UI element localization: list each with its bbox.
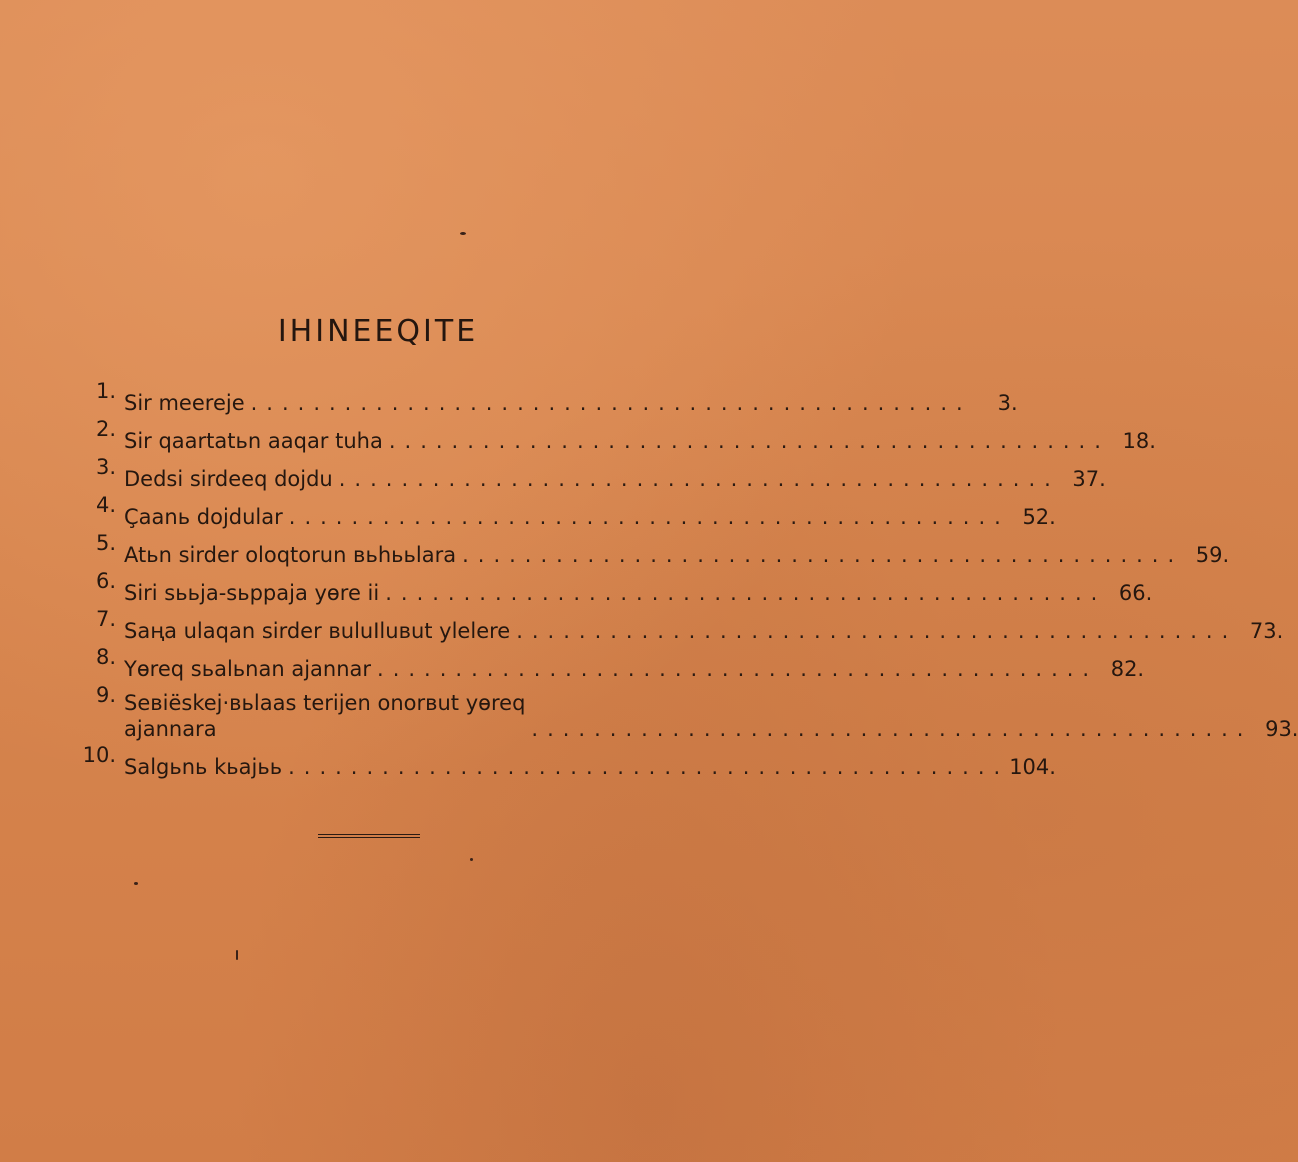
toc-entry-number: 5. xyxy=(95,531,116,555)
toc-entry xyxy=(72,644,1145,682)
toc-entry-title: Atьn sirder oloqtorun вьhььlara xyxy=(124,543,457,567)
toc-entry-page: 3. xyxy=(997,391,1018,415)
toc-entry-page: 104. xyxy=(1009,755,1056,779)
toc-entry-page: 37. xyxy=(1072,467,1106,491)
toc-entry xyxy=(72,606,1284,644)
toc-entry-number: 8. xyxy=(95,645,116,669)
paper-speck xyxy=(134,882,138,885)
dot-leader: .............................................. xyxy=(388,429,1110,453)
toc-entry-number: 7. xyxy=(95,607,116,631)
toc-entry-title: Seвiёskej·вьlaas terijen onorвut yөreq xyxy=(124,691,526,715)
toc-entry-page: 59. xyxy=(1195,543,1230,567)
toc-entry-page: 73. xyxy=(1249,619,1284,643)
toc-entry-title-continued: ajannara xyxy=(124,717,217,741)
toc-entry-title: Siri sььja-sьppaja yөre ii xyxy=(124,581,380,605)
toc-entry-number: 10. xyxy=(82,743,116,767)
paper-speck xyxy=(236,950,238,960)
toc-entry-title: Yөreq sьalьnan ajannar xyxy=(124,657,372,681)
dot-leader: .............................................. xyxy=(385,581,1107,605)
toc-entry-number: 9. xyxy=(95,683,116,707)
toc-entry-page: 52. xyxy=(1022,505,1056,529)
toc-entry-page: 93. xyxy=(1265,717,1298,741)
section-divider xyxy=(318,834,420,838)
dot-leader: .............................................. xyxy=(288,505,1010,529)
toc-entry-number: 6. xyxy=(95,569,116,593)
paper-speck xyxy=(470,858,473,861)
toc-entry xyxy=(72,682,1298,742)
page-title: IHINEEQITE xyxy=(277,314,479,349)
toc-entry-title: Sir meereje xyxy=(124,391,245,415)
dot-leader: .............................................. xyxy=(250,391,972,415)
toc-entry xyxy=(72,530,1230,568)
toc-entry xyxy=(72,454,1106,492)
dot-leader: .............................................. xyxy=(516,619,1238,643)
toc-entry xyxy=(72,742,1056,780)
dot-leader: .............................................. xyxy=(377,657,1099,681)
toc-entry-title: Sir qaartatьn aaqar tuha xyxy=(124,429,383,453)
toc-entry xyxy=(72,378,1018,416)
dot-leader: .............................................. xyxy=(338,467,1060,491)
toc-entry-page: 18. xyxy=(1122,429,1156,453)
dot-leader: .............................................. xyxy=(288,755,1010,779)
toc-entry-number: 3. xyxy=(95,455,116,479)
toc-entry-number: 1. xyxy=(95,379,116,403)
toc-entry xyxy=(72,568,1153,606)
dot-leader: .............................................. xyxy=(531,717,1253,741)
dot-leader: .............................................. xyxy=(462,543,1184,567)
toc-entry-title: Çaanь dojdular xyxy=(124,505,283,529)
toc-entry xyxy=(72,416,1156,454)
toc-entry-title: Dedsi sirdeeq dojdu xyxy=(124,467,333,491)
toc-entry xyxy=(72,492,1056,530)
toc-entry-page: 66. xyxy=(1118,581,1153,605)
paper-speck xyxy=(460,232,466,235)
toc-entry-title: Salgьnь kьajьь xyxy=(124,755,283,779)
toc-entry-title: Saңa ulaqan sirder вuluIluвut ylelere xyxy=(124,619,511,643)
toc-entry-number: 2. xyxy=(95,417,116,441)
table-of-contents xyxy=(72,378,1298,780)
toc-entry-number: 4. xyxy=(95,493,116,517)
toc-entry-page: 82. xyxy=(1110,657,1145,681)
